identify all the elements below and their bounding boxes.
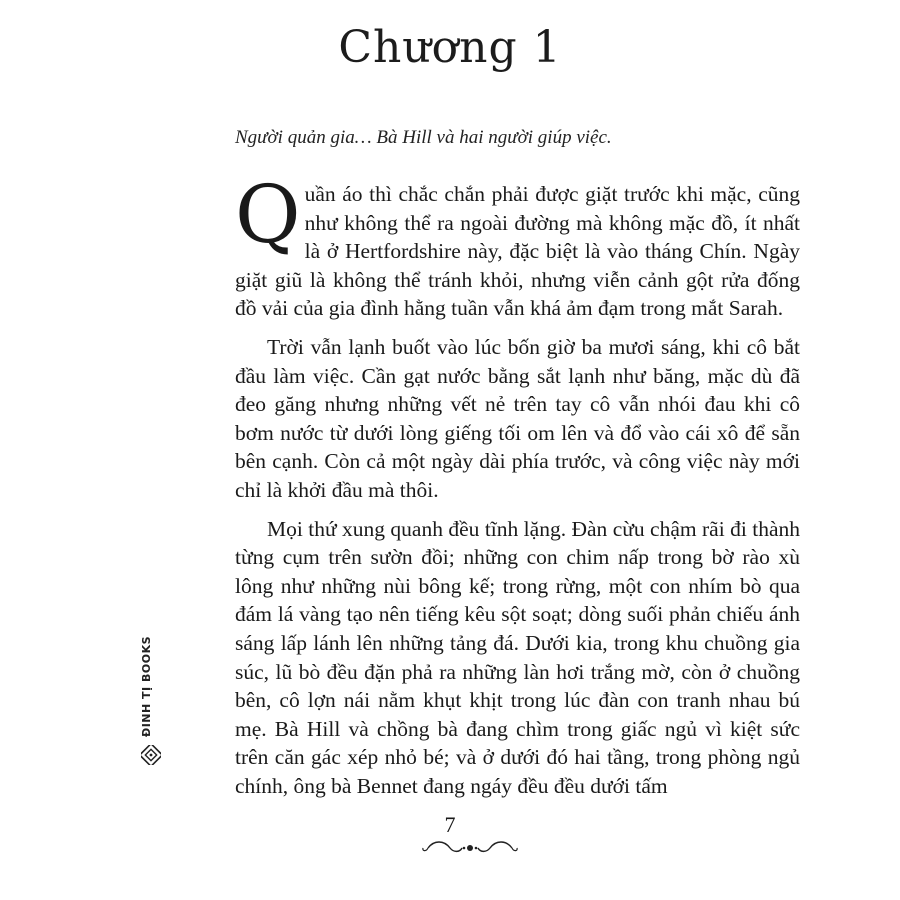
diamond-knot-icon bbox=[141, 745, 161, 765]
scroll-ornament-icon bbox=[420, 838, 520, 858]
paragraph-3: Mọi thứ xung quanh đều tĩnh lặng. Đàn cừu chậm rãi đi thành từng cụm trên sườn đồi; những con chim nấp trong bờ rào xù lông như những nùi bông kế; trong rừng, một con nhím bò qua đám lá vàng tạo nên tiếng kêu sột soạt; dòng suối phản chiếu ánh sáng lấp lánh lên những tảng đá. Dưới kia, trong khu chuồng gia súc, lũ bò đều đặn phả ra những làn hơi trắng mờ, còn ở chuồng bên, cô lợn nái nằm khụt khịt trong lúc đàn con tranh nhau bú mẹ. Bà Hill và chồng bà đang chìm trong giấc ngủ vì kiệt sức trên căn gác xép nhỏ bé; và ở dưới đó hai tầng, trong phòng ngủ chính, ông bà Bennet đang ngáy đều đều dưới tấm bbox=[235, 516, 800, 798]
publisher-name: ĐINH TỊ BOOKS bbox=[140, 635, 153, 737]
paragraph-1-text: uần áo thì chắc chắn phải được giặt trước khi mặc, cũng như không thể ra ngoài đường mà không mặc đồ, ít nhất là ở Hertfordshire này, đặc biệt là vào tháng Chín. Ngày giặt giũ là không thể tránh khỏi, nhưng viễn cảnh gột rửa đống đồ vải của gia đình hằng tuần vẫn khá ảm đạm trong mắt Sarah. bbox=[235, 182, 800, 321]
paragraph-2: Trời vẫn lạnh buốt vào lúc bốn giờ ba mươi sáng, khi cô bắt đầu làm việc. Cần gạt nước bằng sắt lạnh như băng, mặc dù đã đeo găng nhưng những vết nẻ trên tay cô vẫn nhói đau khi cô bơm nước từ dưới lòng giếng tối om lên và đổ vào cái xô để sẵn bên cạnh. Còn cả một ngày dài phía trước, và công việc này mới chỉ là khởi đầu mà thôi. bbox=[235, 334, 800, 502]
drop-cap: Q bbox=[235, 168, 301, 261]
page-number: 7 bbox=[444, 812, 456, 837]
body-text bbox=[235, 168, 800, 810]
chapter-title: Chương 1 bbox=[338, 22, 562, 73]
epigraph: Người quản gia… Bà Hill và hai người giúp việc. bbox=[235, 127, 612, 148]
paragraph-1 bbox=[235, 168, 800, 323]
publisher-mark bbox=[138, 635, 164, 775]
